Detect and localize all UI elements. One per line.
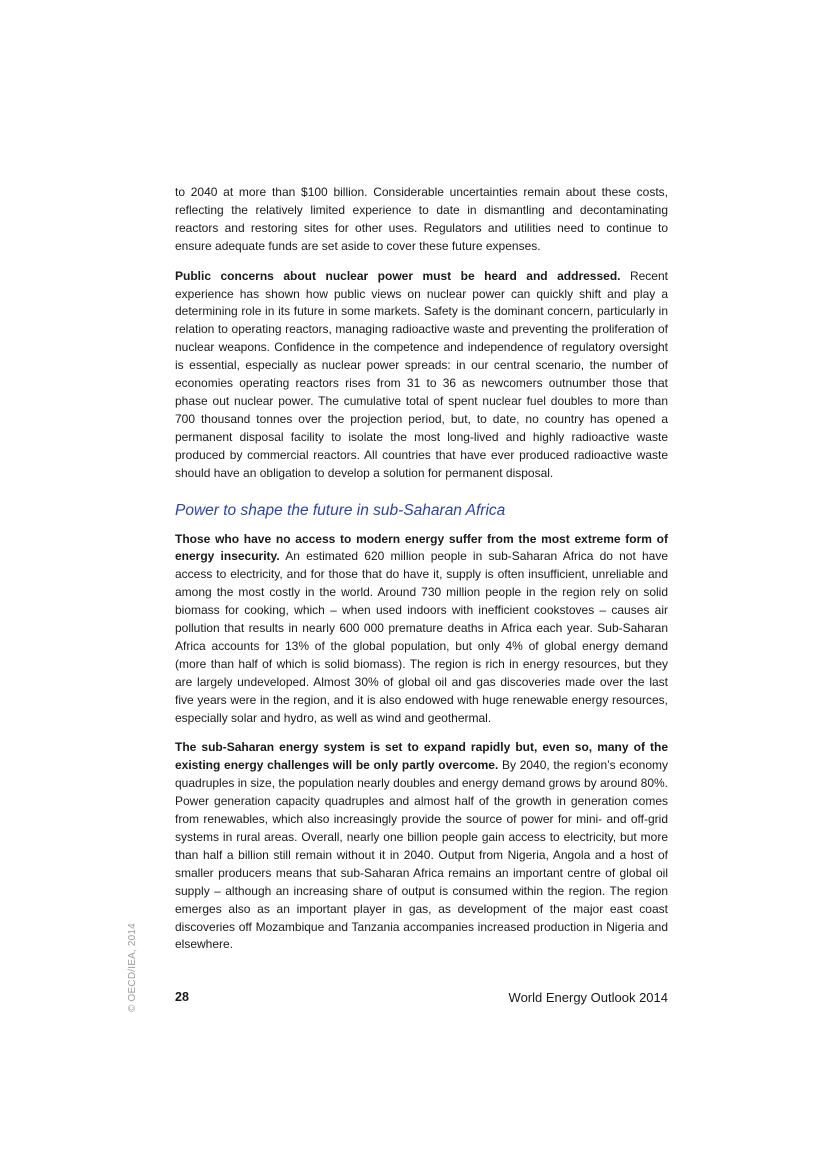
paragraph-lead: Public concerns about nuclear power must be heard and addressed.	[175, 268, 621, 283]
page-footer	[175, 990, 668, 1010]
copyright-notice: © OECD/IEA, 2014	[127, 923, 138, 1012]
page-body	[175, 184, 668, 966]
paragraph-text: Recent experience has shown how public views on nuclear power can quickly shift and play a determining role in its future in some markets. Safety is the dominant concern, particularly in relation to operating reactors, managing radioactive waste and preventing the proliferation of nuclear weapons. Confidence in the competence and independence of regulatory oversight is essential, especially as nuclear power spreads: in our central scenario, the number of economies operating reactors rises from 31 to 36 as newcomers outnumber those that phase out nuclear power. The cumulative total of spent nuclear fuel doubles to more than 700 thousand tonnes over the projection period, but, to date, no country has opened a permanent disposal facility to isolate the most long-lived and highly radioactive waste produced by commercial reactors. All countries that have ever produced radioactive waste should have an obligation to develop a solution for permanent disposal.	[175, 268, 668, 480]
paragraph-lead: The sub-Saharan energy system is set to expand rapidly but, even so, many of the existing energy challenges will be only partly overcome.	[175, 740, 668, 773]
section-heading: Power to shape the future in sub-Saharan Africa	[175, 501, 506, 519]
paragraph-text: to 2040 at more than $100 billion. Considerable uncertainties remain about these costs, reflecting the relatively limited experience to date in dismantling and decontaminating reactors and restoring sites for other uses. Regulators and utilities need to continue to ensure adequate funds are set aside to cover these future expenses.	[175, 185, 668, 253]
paragraph-energy-system	[175, 739, 668, 954]
paragraph-text: An estimated 620 million people in sub-Saharan Africa do not have access to electricity, and for those that do have it, supply is often insufficient, unreliable and among the most costly in the world. Around 730 million people in the region rely on solid biomass for cooking, which – when used indoors with inefficient cookstoves – causes air pollution that results in nearly 600 000 premature deaths in Africa each year. Sub-Saharan Africa accounts for 13% of the global population, but only 4% of global energy demand (more than half of which is solid biomass). The region is rich in energy resources, but they are largely undeveloped. Almost 30% of global oil and gas discoveries made over the last five years were in the region, and it is also endowed with huge renewable energy resources, especially solar and hydro, as well as wind and geothermal.	[175, 549, 668, 725]
paragraph-text: By 2040, the region’s economy quadruples in size, the population nearly doubles and energy demand grows by around 80%. Power generation capacity quadruples and almost half of the growth in generation comes from renewables, which also increasingly provide the source of power for mini- and off-grid systems in rural areas. Overall, nearly one billion people gain access to electricity, but more than half a billion still remain without it in 2040. Output from Nigeria, Angola and a host of smaller producers means that sub-Saharan Africa remains an important centre of global oil supply – although an increasing share of output is consumed within the region. The region emerges also as an important player in gas, as development of the major east coast discoveries off Mozambique and Tanzania accompanies increased production in Nigeria and elsewhere.	[175, 758, 668, 952]
publication-title: World Energy Outlook 2014	[508, 990, 668, 1005]
paragraph-energy-access	[175, 531, 668, 728]
paragraph-public-concerns	[175, 268, 668, 483]
paragraph-decommissioning-costs	[175, 184, 668, 256]
page-number: 28	[175, 990, 189, 1004]
paragraph-lead: Those who have no access to modern energy suffer from the most extreme form of energy insecurity.	[175, 531, 668, 564]
